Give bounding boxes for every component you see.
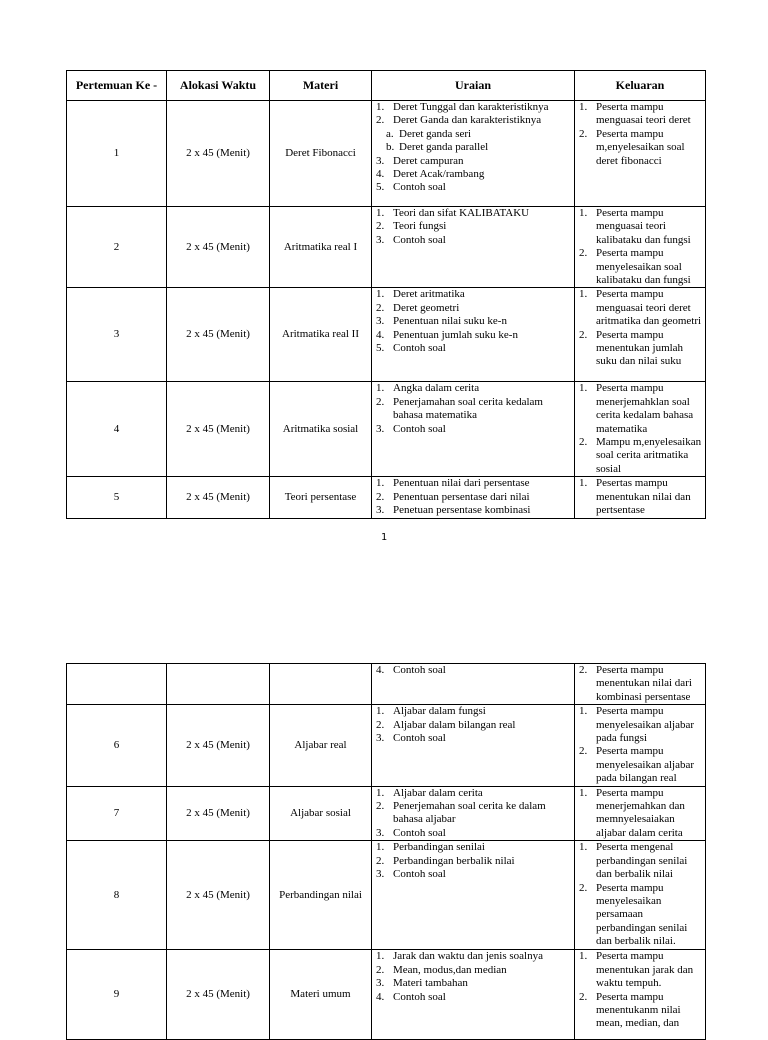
list-item-text: Peserta mampu menyelesaikan persamaan perbandingan senilai dan berbalik nilai.: [596, 881, 688, 948]
list-item: [376, 342, 572, 355]
list-item: [579, 841, 703, 881]
list-item: [579, 288, 703, 328]
list-item-number: 1.: [579, 101, 588, 113]
cell-keluaran: [575, 207, 706, 288]
list-item-text: Contoh soal: [393, 826, 446, 839]
list-item-text: Peserta mampu menguasai teori deret aritmatika dan geometri: [596, 288, 702, 328]
list-item-text: Peserta mampu menguasai teori deret: [596, 101, 691, 127]
table-row: [67, 664, 706, 705]
list-item-text: Peserta mampu menentukan nilai dari kombinasi persentase: [596, 664, 692, 703]
cell-uraian: [372, 477, 575, 518]
schedule-table-page-2: [66, 663, 706, 1040]
list-item: [376, 155, 572, 168]
list-item-number: 1.: [376, 382, 385, 395]
cell-pertemuan: [67, 664, 167, 705]
list-item: [376, 141, 572, 154]
list-item-number: 1.: [376, 101, 385, 113]
list-item: [376, 220, 572, 233]
cell-alokasi-waktu: 2 x 45 (Menit): [167, 207, 270, 288]
cell-materi: Materi umum: [270, 950, 372, 1040]
list-item-text: Deret ganda parallel: [399, 141, 489, 154]
cell-materi: Deret Fibonacci: [270, 101, 372, 207]
list-item-number: 4.: [376, 990, 385, 1003]
list-item-text: Pesertas mampu menentukan nilai dan pertsentase: [596, 477, 691, 517]
cell-alokasi-waktu: 2 x 45 (Menit): [167, 477, 270, 518]
list-item-text: Deret campuran: [393, 154, 464, 167]
list-item-number: 2.: [376, 718, 385, 731]
cell-alokasi-waktu: 2 x 45 (Menit): [167, 705, 270, 786]
list-item-number: 2.: [579, 664, 588, 676]
cell-uraian: [372, 382, 575, 477]
list-item: [376, 868, 572, 881]
list-item: [579, 787, 703, 841]
list-item-text: Contoh soal: [393, 422, 446, 435]
list-item: [579, 745, 703, 785]
cell-alokasi-waktu: 2 x 45 (Menit): [167, 841, 270, 950]
cell-keluaran: [575, 288, 706, 382]
cell-materi: Aritmatika real II: [270, 288, 372, 382]
list-item: [579, 950, 703, 990]
cell-keluaran: [575, 477, 706, 518]
list-item-text: Deret geometri: [393, 301, 460, 314]
schedule-table-page-1: [66, 70, 706, 519]
list-item: [376, 101, 572, 114]
cell-pertemuan: 1: [67, 101, 167, 207]
table-row: [67, 841, 706, 950]
list-item-number: 3.: [376, 868, 385, 881]
header-keluaran: Keluaran: [575, 71, 706, 101]
cell-uraian: [372, 664, 575, 705]
list-item-text: Peserta mampu menyelesaikan soal kalibataku dan fungsi: [596, 247, 691, 287]
list-item-number: 1.: [579, 705, 588, 718]
cell-materi: Aritmatika real I: [270, 207, 372, 288]
cell-keluaran: [575, 101, 706, 207]
cell-pertemuan: 3: [67, 288, 167, 382]
list-item-number: 2.: [579, 247, 588, 260]
list-item: [376, 315, 572, 328]
list-item-number: 1.: [376, 477, 385, 490]
list-item-number: 2.: [376, 114, 385, 127]
list-item-number: 1.: [376, 841, 385, 854]
list-item-text: Contoh soal: [393, 664, 446, 676]
list-item: [579, 991, 703, 1031]
list-item-text: Peserta mampu menerjemahkan dan memnyelesaiakan aljabar dalam cerita: [596, 786, 685, 839]
list-item-number: 5.: [376, 342, 385, 355]
list-item-text: Peserta mampu menerjemahklan soal cerita kedalam bahasa matematika: [596, 382, 694, 435]
list-item: [376, 288, 572, 301]
list-item: [579, 477, 703, 517]
list-item-text: Contoh soal: [393, 342, 446, 355]
list-item-text: Contoh soal: [393, 181, 446, 194]
cell-keluaran: [575, 382, 706, 477]
list-item: [376, 423, 572, 436]
list-item-number: 2.: [376, 800, 385, 813]
list-item-number: 2.: [376, 395, 385, 408]
list-item-text: Peserta mampu menyelesaikan aljabar pada bilangan real: [596, 745, 695, 785]
cell-alokasi-waktu: 2 x 45 (Menit): [167, 786, 270, 841]
list-item-number: 4.: [376, 664, 385, 676]
list-item-number: a.: [386, 127, 394, 140]
list-item: [376, 207, 572, 220]
cell-alokasi-waktu: 2 x 45 (Menit): [167, 288, 270, 382]
cell-pertemuan: 4: [67, 382, 167, 477]
table-row: [67, 101, 706, 207]
list-item-text: Peserta mampu m,enyelesaikan soal deret fibonacci: [596, 127, 685, 167]
list-item: [376, 705, 572, 718]
cell-uraian: [372, 101, 575, 207]
cell-materi: [270, 664, 372, 705]
list-item: [579, 664, 703, 704]
page-number: 1: [380, 532, 388, 543]
cell-alokasi-waktu: [167, 664, 270, 705]
list-item-text: Penetuan persentase kombinasi: [393, 504, 531, 517]
list-item-number: 5.: [376, 181, 385, 194]
list-item-text: Penerjemahan soal cerita ke dalam bahasa aljabar: [393, 800, 546, 826]
list-item-number: 4.: [376, 168, 385, 181]
list-item-text: Peserta mampu menentukan jarak dan waktu tempuh.: [596, 950, 694, 990]
list-item: [376, 382, 572, 395]
list-item: [376, 477, 572, 490]
list-item-number: 2.: [376, 301, 385, 314]
cell-alokasi-waktu: 2 x 45 (Menit): [167, 101, 270, 207]
list-item-number: 2.: [579, 745, 588, 758]
cell-materi: Teori persentase: [270, 477, 372, 518]
cell-pertemuan: 8: [67, 841, 167, 950]
list-item: [376, 664, 572, 677]
list-item-text: Penentuan persentase dari nilai: [393, 490, 530, 503]
list-item-text: Teori fungsi: [393, 220, 447, 233]
table-row: [67, 382, 706, 477]
list-item-number: 2.: [579, 990, 588, 1003]
list-item: [376, 329, 572, 342]
table-row: [67, 477, 706, 518]
header-alokasi-waktu: Alokasi Waktu: [167, 71, 270, 101]
list-item-number: 2.: [376, 220, 385, 233]
list-item-number: 1.: [376, 950, 385, 963]
list-item-number: 1.: [579, 841, 588, 854]
list-item-number: 1.: [376, 705, 385, 718]
cell-keluaran: [575, 664, 706, 705]
list-item-number: 2.: [376, 963, 385, 976]
cell-pertemuan: 2: [67, 207, 167, 288]
list-item: [376, 991, 572, 1004]
list-item: [579, 247, 703, 287]
list-item-text: Deret Tunggal dan karakteristiknya: [393, 101, 549, 113]
list-item-text: Angka dalam cerita: [393, 382, 480, 395]
list-item-text: Perbandingan senilai: [393, 841, 485, 854]
list-item-text: Materi tambahan: [393, 977, 468, 990]
list-item: [579, 382, 703, 436]
list-item: [376, 964, 572, 977]
list-item: [579, 705, 703, 745]
list-item: [376, 234, 572, 247]
table-row: [67, 207, 706, 288]
list-item-number: 3.: [376, 977, 385, 990]
list-item-number: 3.: [376, 504, 385, 517]
list-item-text: Penerjamahan soal cerita kedalam bahasa matematika: [393, 395, 543, 422]
list-item-number: b.: [386, 141, 395, 154]
list-item-text: Aljabar dalam fungsi: [393, 705, 486, 718]
list-item-text: Contoh soal: [393, 990, 446, 1003]
list-item-text: Contoh soal: [393, 732, 446, 745]
cell-uraian: [372, 950, 575, 1040]
list-item-number: 2.: [579, 436, 588, 449]
cell-keluaran: [575, 950, 706, 1040]
list-item-number: 3.: [376, 826, 385, 839]
list-item: [579, 207, 703, 247]
list-item: [376, 128, 572, 141]
list-item-number: 2.: [376, 854, 385, 867]
list-item: [579, 101, 703, 128]
cell-keluaran: [575, 841, 706, 950]
list-item-text: Mampu m,enyelesaikan soal cerita aritmatika sosial: [596, 436, 702, 475]
list-item-text: Peserta mampu menyelesaikan aljabar pada fungsi: [596, 705, 695, 745]
list-item: [376, 302, 572, 315]
cell-keluaran: [575, 705, 706, 786]
cell-uraian: [372, 841, 575, 950]
table-row: [67, 786, 706, 841]
list-item: [376, 168, 572, 181]
cell-keluaran: [575, 786, 706, 841]
list-item: [376, 396, 572, 423]
list-item: [376, 732, 572, 745]
list-item: [376, 841, 572, 854]
list-item-text: Penentuan nilai suku ke-n: [393, 315, 507, 328]
list-item-text: Jarak dan waktu dan jenis soalnya: [393, 950, 543, 963]
list-item-text: Aljabar dalam cerita: [393, 786, 483, 799]
list-item-number: 2.: [376, 490, 385, 503]
cell-pertemuan: 6: [67, 705, 167, 786]
list-item-text: Deret Acak/rambang: [393, 168, 485, 181]
list-item-text: Deret Ganda dan karakteristiknya: [393, 114, 542, 127]
cell-pertemuan: 5: [67, 477, 167, 518]
cell-uraian: [372, 288, 575, 382]
list-item: [376, 950, 572, 963]
list-item-text: Perbandingan berbalik nilai: [393, 854, 515, 867]
header-pertemuan: Pertemuan Ke -: [67, 71, 167, 101]
list-item-number: 2.: [579, 328, 588, 341]
cell-materi: Aljabar sosial: [270, 786, 372, 841]
list-item: [579, 329, 703, 369]
cell-pertemuan: 7: [67, 786, 167, 841]
list-item: [376, 504, 572, 517]
list-item-number: 1.: [579, 382, 588, 395]
table-row: [67, 705, 706, 786]
list-item-number: 1.: [376, 207, 385, 219]
list-item-text: Peserta mampu menentukan jumlah suku dan nilai suku: [596, 328, 684, 368]
list-item-text: Penentuan nilai dari persentase: [393, 477, 530, 490]
list-item: [376, 719, 572, 732]
header-materi: Materi: [270, 71, 372, 101]
list-item: [579, 882, 703, 949]
list-item-number: 1.: [376, 786, 385, 799]
cell-alokasi-waktu: 2 x 45 (Menit): [167, 950, 270, 1040]
list-item: [376, 977, 572, 990]
list-item-text: Aljabar dalam bilangan real: [393, 718, 516, 731]
cell-uraian: [372, 786, 575, 841]
list-item-number: 1.: [579, 207, 588, 219]
table-row: [67, 950, 706, 1040]
list-item-number: 3.: [376, 422, 385, 435]
header-uraian: Uraian: [372, 71, 575, 101]
list-item-number: 3.: [376, 154, 385, 167]
cell-alokasi-waktu: 2 x 45 (Menit): [167, 382, 270, 477]
list-item: [376, 827, 572, 840]
list-item-number: 1.: [579, 786, 588, 799]
list-item: [376, 114, 572, 127]
cell-uraian: [372, 705, 575, 786]
list-item-text: Deret aritmatika: [393, 288, 465, 301]
list-item-text: Mean, modus,dan median: [393, 963, 507, 976]
list-item-number: 1.: [579, 288, 588, 301]
cell-materi: Aljabar real: [270, 705, 372, 786]
list-item-text: Peserta mengenal perbandingan senilai dan berbalik nilai: [596, 841, 688, 881]
list-item-text: Penentuan jumlah suku ke-n: [393, 328, 518, 341]
list-item: [579, 436, 703, 476]
cell-materi: Aritmatika sosial: [270, 382, 372, 477]
list-item: [376, 855, 572, 868]
list-item-text: Peserta mampu menentukanm nilai mean, median, dan: [596, 990, 681, 1030]
list-item-number: 3.: [376, 315, 385, 328]
cell-uraian: [372, 207, 575, 288]
cell-materi: Perbandingan nilai: [270, 841, 372, 950]
list-item-number: 1.: [579, 477, 588, 490]
list-item-text: Teori dan sifat KALIBATAKU: [393, 207, 530, 219]
list-item-number: 4.: [376, 328, 385, 341]
list-item-text: Peserta mampu menguasai teori kalibataku dan fungsi: [596, 207, 691, 246]
table-row: [67, 288, 706, 382]
list-item-number: 2.: [579, 881, 588, 894]
list-item-number: 3.: [376, 732, 385, 745]
list-item-text: Deret ganda seri: [399, 127, 472, 140]
table-header-row: [67, 71, 706, 101]
list-item: [376, 787, 572, 800]
list-item: [376, 181, 572, 194]
list-item-text: Contoh soal: [393, 868, 446, 881]
list-item-number: 3.: [376, 233, 385, 246]
list-item: [376, 491, 572, 504]
list-item: [579, 128, 703, 168]
list-item-number: 2.: [579, 127, 588, 140]
list-item: [376, 800, 572, 827]
list-item-number: 1.: [579, 950, 588, 963]
list-item-number: 1.: [376, 288, 385, 301]
cell-pertemuan: 9: [67, 950, 167, 1040]
list-item-text: Contoh soal: [393, 233, 446, 246]
